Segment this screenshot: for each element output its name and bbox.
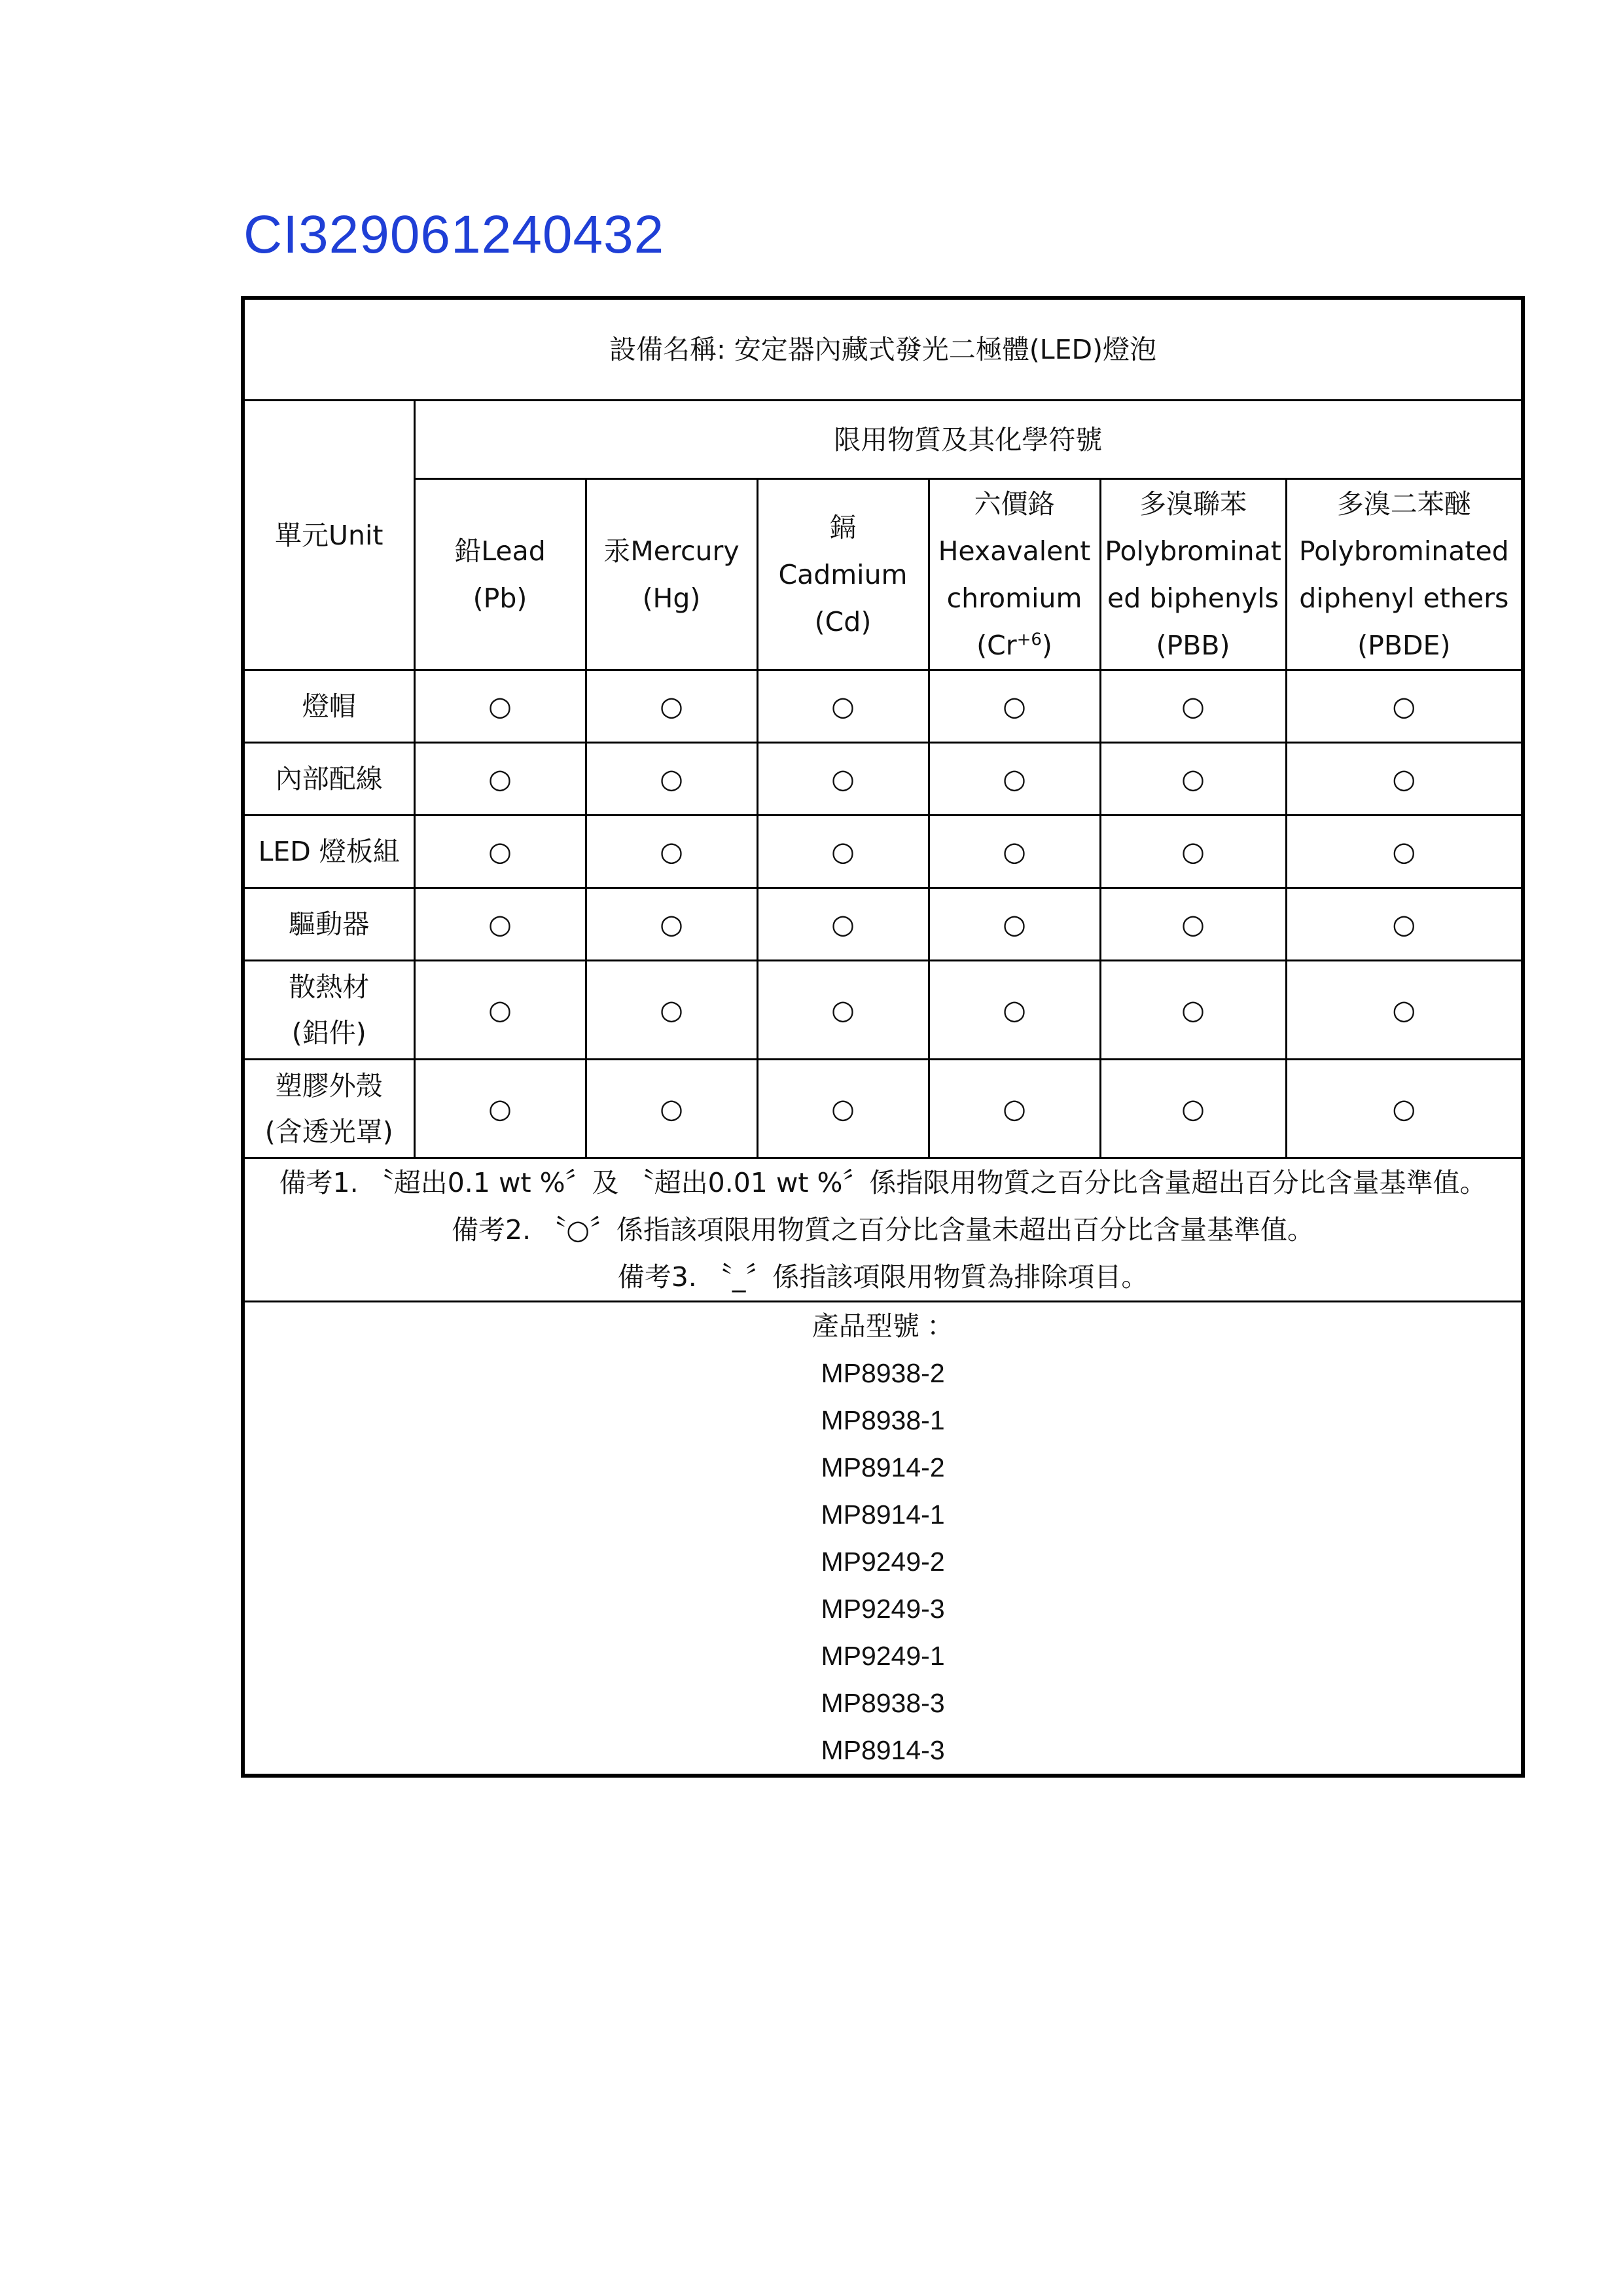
- note-1: 備考1. 〝超出0.1 wt %〞及 〝超出0.01 wt %〞係指限用物質之百分比含量超出百分比含量基準值。: [279, 1167, 1487, 1198]
- substance-name-en-2: diphenyl ethers: [1299, 582, 1509, 614]
- substance-name-zh: 六價鉻: [974, 488, 1055, 520]
- substance-name-en-1: Hexavalent: [938, 535, 1091, 567]
- substance-name-en-2: ed biphenyls: [1107, 582, 1279, 614]
- model-number: MP8938-2: [821, 1358, 945, 1388]
- document-id: CI329061240432: [243, 205, 665, 264]
- table-row: [243, 816, 1523, 888]
- compliance-mark: ○: [757, 670, 929, 743]
- substance-symbol: [930, 622, 1099, 669]
- model-number: MP8914-1: [821, 1499, 945, 1530]
- note-3: 備考3. 〝_〞係指該項限用物質為排除項目。: [617, 1261, 1149, 1293]
- substance-name-en: Cadmium: [778, 558, 908, 590]
- substance-symbol: (PBDE): [1357, 629, 1451, 661]
- equipment-title: 設備名稱: 安定器內藏式發光二極體(LED)燈泡: [243, 298, 1523, 401]
- compliance-mark: ○: [586, 816, 757, 888]
- compliance-mark: ○: [1286, 670, 1523, 743]
- symbol-close: ): [1041, 629, 1052, 661]
- unit-name-line: (鋁件): [291, 1017, 366, 1049]
- substance-header-pbb: [1100, 479, 1286, 670]
- substance-header-pbde: [1286, 479, 1523, 670]
- compliance-mark: ○: [1286, 961, 1523, 1060]
- substance-header-cadmium: [757, 479, 929, 670]
- table-row: [243, 743, 1523, 816]
- compliance-mark: ○: [414, 888, 586, 961]
- compliance-mark: ○: [1286, 888, 1523, 961]
- compliance-mark: ○: [929, 961, 1100, 1060]
- unit-name: 燈帽: [243, 670, 414, 743]
- compliance-mark: ○: [586, 670, 757, 743]
- compliance-mark: ○: [414, 670, 586, 743]
- model-number: MP8914-2: [821, 1452, 945, 1482]
- unit-name-line: (含透光罩): [264, 1116, 393, 1147]
- symbol-base: (Cr: [976, 629, 1017, 661]
- substance-name: 鉛Lead: [454, 535, 546, 567]
- table-row: [243, 961, 1523, 1060]
- model-number: MP9249-1: [821, 1641, 945, 1671]
- compliance-mark: ○: [1286, 743, 1523, 816]
- compliance-mark: ○: [929, 670, 1100, 743]
- symbol-charge: +6: [1016, 629, 1042, 649]
- compliance-mark: ○: [1100, 816, 1286, 888]
- compliance-mark: ○: [929, 743, 1100, 816]
- compliance-mark: ○: [757, 888, 929, 961]
- unit-name-line: 散熱材: [289, 971, 370, 1003]
- models-label: 產品型號 ：: [812, 1311, 954, 1341]
- compliance-mark: ○: [757, 1060, 929, 1158]
- compliance-mark: ○: [1100, 743, 1286, 816]
- unit-column-header: 單元Unit: [243, 401, 414, 670]
- substance-name-en-1: Polybrominated: [1298, 535, 1509, 567]
- substance-symbol: (PBB): [1156, 629, 1230, 661]
- model-number: MP9249-3: [821, 1594, 945, 1624]
- compliance-mark: ○: [1100, 888, 1286, 961]
- compliance-mark: ○: [414, 743, 586, 816]
- compliance-mark: ○: [586, 888, 757, 961]
- compliance-mark: ○: [757, 961, 929, 1060]
- compliance-mark: ○: [1286, 816, 1523, 888]
- compliance-mark: ○: [1100, 670, 1286, 743]
- compliance-mark: ○: [1100, 1060, 1286, 1158]
- substance-name-en-2: chromium: [946, 582, 1082, 614]
- rohs-declaration-table: [241, 296, 1525, 1778]
- compliance-mark: ○: [414, 961, 586, 1060]
- model-number: MP8914-3: [821, 1735, 945, 1765]
- notes-section: [243, 1158, 1523, 1302]
- substance-name-zh: 鎘: [829, 511, 857, 543]
- compliance-mark: ○: [757, 816, 929, 888]
- substance-header-mercury: [586, 479, 757, 670]
- compliance-mark: ○: [586, 743, 757, 816]
- compliance-mark: ○: [757, 743, 929, 816]
- model-number: MP8938-1: [821, 1405, 945, 1435]
- unit-name: 內部配線: [243, 743, 414, 816]
- substance-name-en-1: Polybrominat: [1105, 535, 1281, 567]
- model-number: MP9249-2: [821, 1547, 945, 1577]
- compliance-mark: ○: [586, 961, 757, 1060]
- substance-name-zh: 多溴聯苯: [1139, 488, 1247, 520]
- compliance-mark: ○: [586, 1060, 757, 1158]
- substance-header-lead: [414, 479, 586, 670]
- compliance-mark: ○: [1100, 961, 1286, 1060]
- product-models-section: [243, 1302, 1523, 1776]
- unit-name: 驅動器: [243, 888, 414, 961]
- substance-symbol: (Hg): [642, 582, 701, 614]
- unit-name: LED 燈板組: [243, 816, 414, 888]
- substance-name-zh: 多溴二苯醚: [1336, 488, 1471, 520]
- compliance-mark: ○: [929, 888, 1100, 961]
- compliance-mark: ○: [414, 816, 586, 888]
- table-row: [243, 1060, 1523, 1158]
- unit-name: [243, 1060, 414, 1158]
- substance-symbol: (Cd): [814, 605, 872, 637]
- unit-name: [243, 961, 414, 1060]
- compliance-mark: ○: [414, 1060, 586, 1158]
- restricted-substances-header: 限用物質及其化學符號: [414, 401, 1523, 479]
- substance-header-hexavalent-chromium: [929, 479, 1100, 670]
- note-2: 備考2. 〝○〞係指該項限用物質之百分比含量未超出百分比含量基準值。: [452, 1214, 1314, 1246]
- compliance-mark: ○: [1286, 1060, 1523, 1158]
- unit-name-line: 塑膠外殼: [275, 1070, 383, 1102]
- table-row: [243, 888, 1523, 961]
- substance-name: 汞Mercury: [603, 535, 740, 567]
- compliance-mark: ○: [929, 1060, 1100, 1158]
- model-number: MP8938-3: [821, 1688, 945, 1718]
- substance-symbol: (Pb): [473, 582, 527, 614]
- compliance-mark: ○: [929, 816, 1100, 888]
- table-row: [243, 670, 1523, 743]
